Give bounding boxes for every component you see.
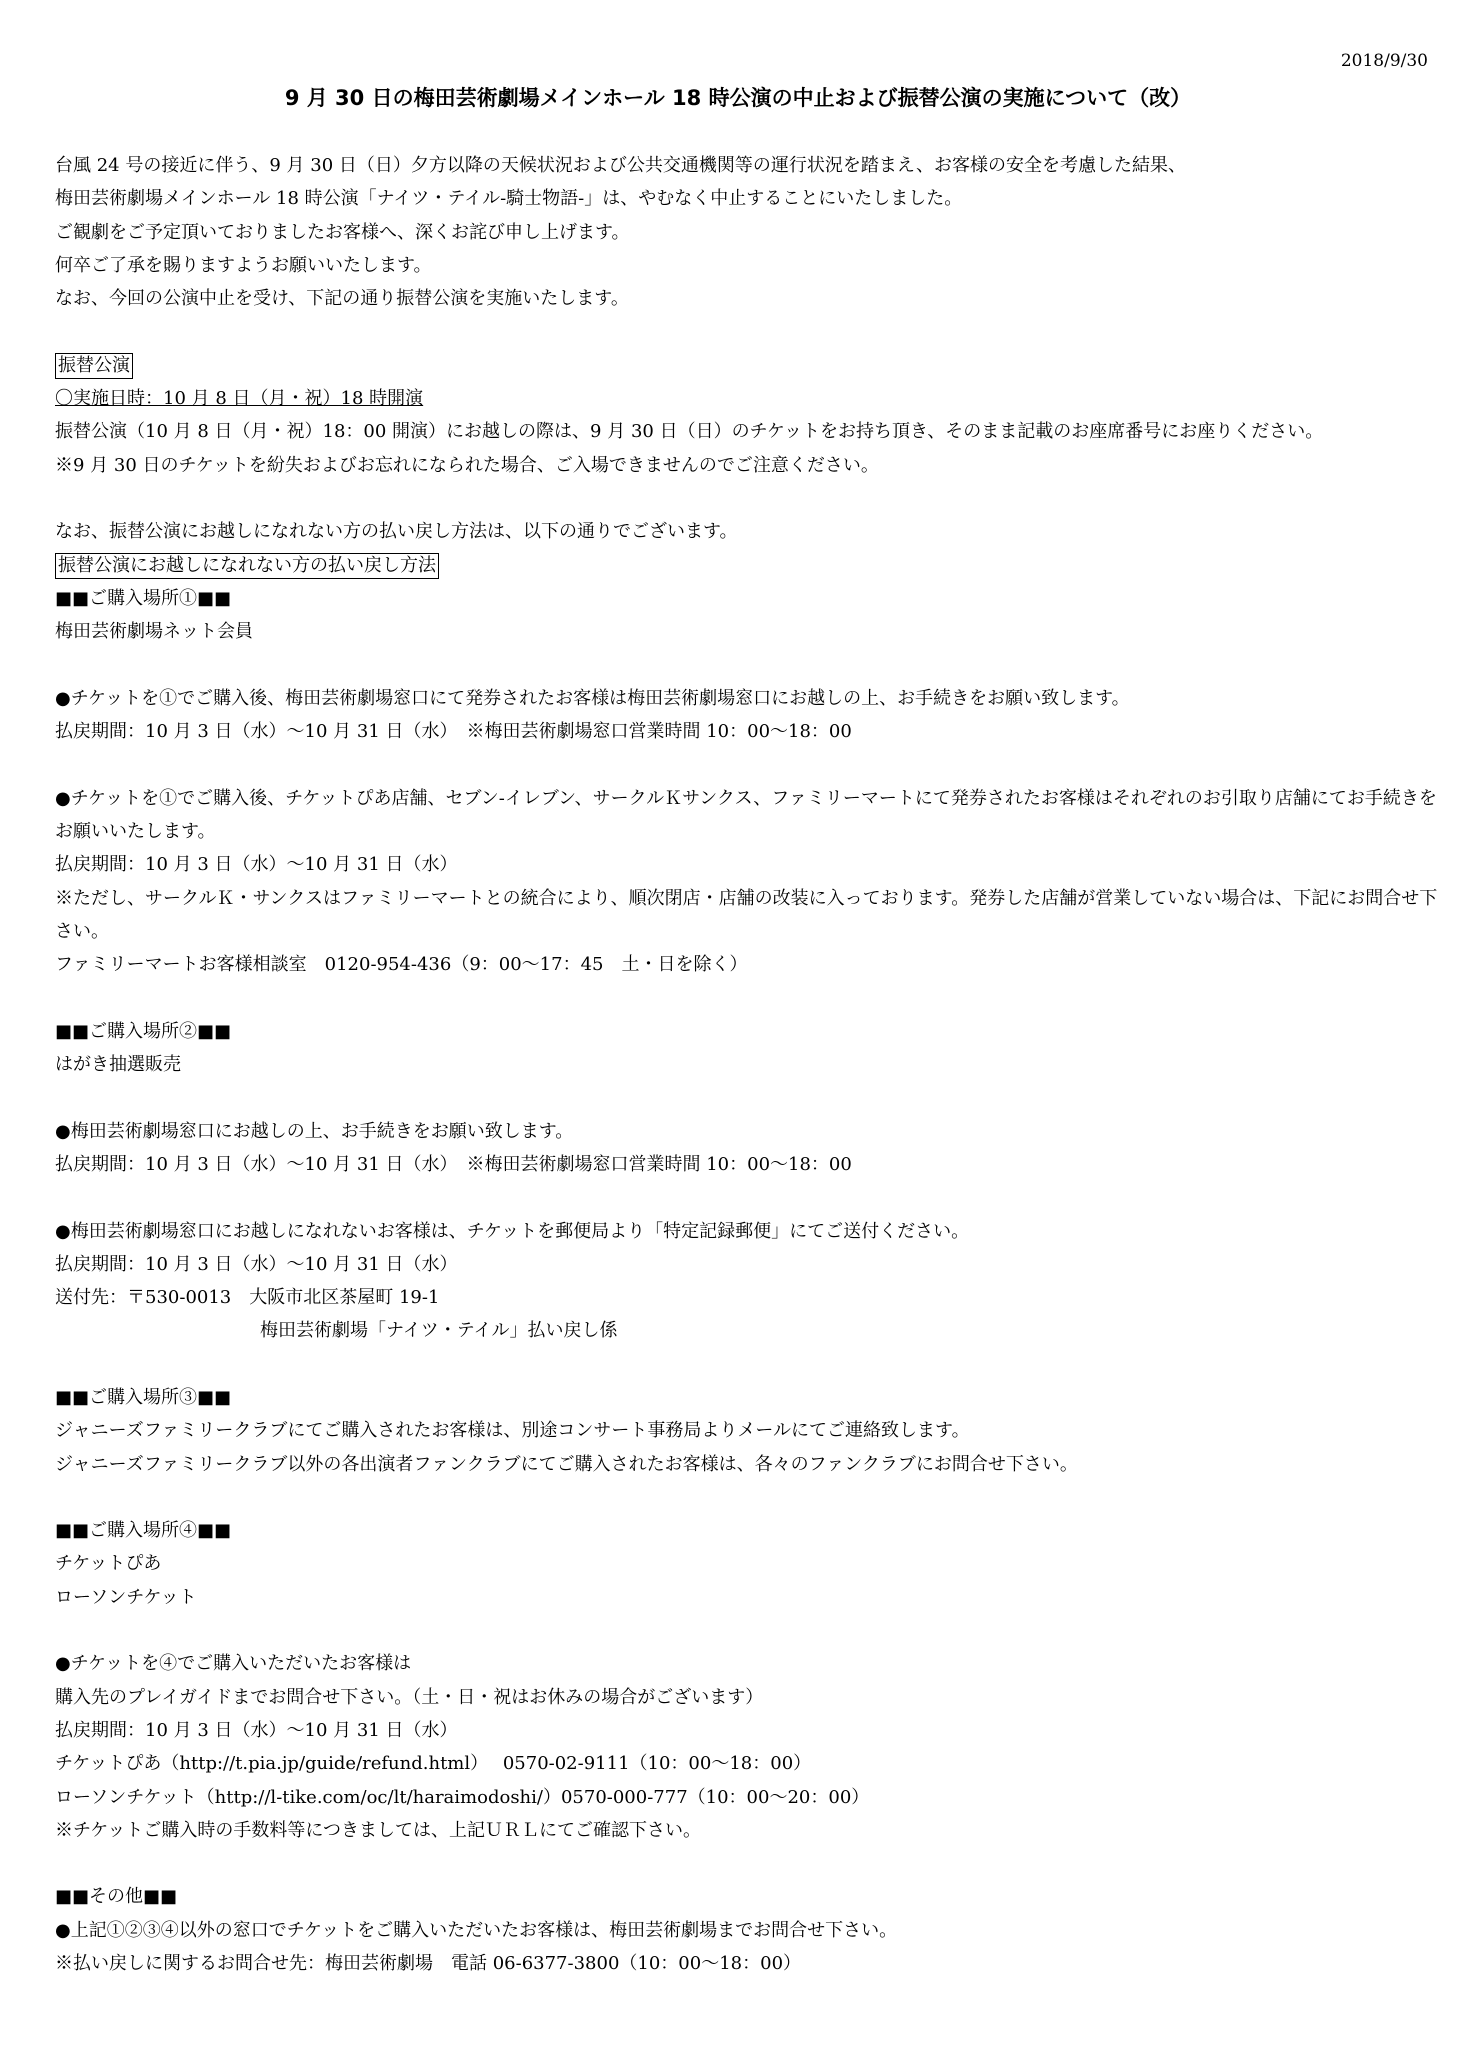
place2-name: はがき抽選販売 xyxy=(55,1054,181,1076)
refund-lead: なお、振替公演にお越しになれない方の払い戻し方法は、以下の通りでございます。 xyxy=(55,521,738,543)
place4-note: ※チケットご購入時の手数料等につきましては、上記ＵＲＬにてご確認下さい。 xyxy=(55,1819,702,1841)
place2-case1-period: 払戻期間：10 月 3 日（水）～10 月 31 日（水） ※梅田芸術劇場窓口営業時間 10：00～18：00 xyxy=(55,1153,852,1175)
place1-heading: ■■ご購入場所①■■ xyxy=(55,587,232,609)
intro-line: 何卒ご了承を賜りますようお願いいたします。 xyxy=(55,254,432,276)
place4-lawson-contact: ローソンチケット（http://l-tike.com/oc/lt/haraimodoshi/）0570-000-777（10：00～20：00） xyxy=(55,1786,870,1808)
place4-pia-contact: チケットぴあ（http://t.pia.jp/guide/refund.html） 0570-02-9111（10：00～18：00） xyxy=(55,1753,812,1775)
place1-case1-period: 払戻期間：10 月 3 日（水）～10 月 31 日（水） ※梅田芸術劇場窓口営業時間 10：00～18：00 xyxy=(55,721,852,743)
intro-line: ご観劇をご予定頂いておりましたお客様へ、深くお詫び申し上げます。 xyxy=(55,221,630,243)
place4-name: ローソンチケット xyxy=(55,1586,197,1608)
place2-address-recipient: 梅田芸術劇場「ナイツ・テイル」払い戻し係 xyxy=(260,1320,618,1342)
makeup-line: ※9 月 30 日のチケットを紛失およびお忘れになられた場合、ご入場できませんのでご注意ください。 xyxy=(55,454,879,476)
refund-heading: 振替公演にお越しになれない方の払い戻し方法 xyxy=(55,553,439,579)
notice-date: 2018/9/30 xyxy=(1340,51,1428,71)
place1-case2: ●チケットを①でご購入後、チケットぴあ店舗、セブン-イレブン、サークルＫサンクス、ファミリーマートにて発券されたお客様はそれぞれのお引取り店舗にてお手続きをお願いいたします。 xyxy=(55,787,1437,842)
place2-case2: ●梅田芸術劇場窓口にお越しになれないお客様は、チケットを郵便局より「特定記録郵便」にてご送付ください。 xyxy=(55,1220,970,1242)
place4-name: チケットぴあ xyxy=(55,1553,162,1575)
makeup-line: 振替公演（10 月 8 日（月・祝）18：00 開演）にお越しの際は、9 月 30 日（日）のチケットをお持ち頂き、そのまま記載のお座席番号にお座りください。 xyxy=(55,421,1324,443)
other-line: ●上記①②③④以外の窓口でチケットをご購入いただいたお客様は、梅田芸術劇場までお問合せ下さい。 xyxy=(55,1919,898,1941)
place3-heading: ■■ご購入場所③■■ xyxy=(55,1386,232,1408)
place2-address: 送付先：〒530-0013 大阪市北区茶屋町 19-1 xyxy=(55,1287,440,1309)
place4-case1: ●チケットを④でご購入いただいたお客様は xyxy=(55,1653,412,1675)
place1-case2-note: ※ただし、サークルＫ・サンクスはファミリーマートとの統合により、順次閉店・店舗の改装に入っております。発券した店舗が営業していない場合は、下記にお問合せ下さい。 xyxy=(55,887,1438,942)
place1-name: 梅田芸術劇場ネット会員 xyxy=(55,621,253,643)
intro-line: 梅田芸術劇場メインホール 18 時公演「ナイツ・テイル-騎士物語-」は、やむなく中止することにいたしました。 xyxy=(55,188,963,210)
place1-case2-contact: ファミリーマートお客様相談室 0120-954-436（9：00～17：45 土・日を除く） xyxy=(55,954,748,976)
place3-line: ジャニーズファミリークラブにてご購入されたお客様は、別途コンサート事務局よりメールにてご連絡致します。 xyxy=(55,1420,970,1442)
place2-case1: ●梅田芸術劇場窓口にお越しの上、お手続きをお願い致します。 xyxy=(55,1120,574,1142)
other-heading: ■■その他■■ xyxy=(55,1886,178,1908)
notice-title: 9 月 30 日の梅田芸術劇場メインホール 18 時公演の中止および振替公演の実施について（改） xyxy=(284,86,1192,110)
intro-line: なお、今回の公演中止を受け、下記の通り振替公演を実施いたします。 xyxy=(55,288,629,310)
notice-body xyxy=(55,149,1445,1980)
place4-case1-line2: 購入先のプレイガイドまでお問合せ下さい。（土・日・祝はお休みの場合がございます） xyxy=(55,1686,764,1708)
makeup-heading: 振替公演 xyxy=(55,353,133,379)
intro-line: 台風 24 号の接近に伴う、9 月 30 日（日）夕方以降の天候状況および公共交通機関等の運行状況を踏まえ、お客様の安全を考慮した結果、 xyxy=(55,155,1186,176)
other-contact: ※払い戻しに関するお問合せ先：梅田芸術劇場 電話 06-6377-3800（10：00～18：00） xyxy=(55,1953,802,1975)
place2-case2-period: 払戻期間：10 月 3 日（水）～10 月 31 日（水） xyxy=(55,1253,458,1275)
makeup-date: 〇実施日時：10 月 8 日（月・祝）18 時開演 xyxy=(55,388,424,410)
place2-heading: ■■ご購入場所②■■ xyxy=(55,1020,232,1042)
place1-case1: ●チケットを①でご購入後、梅田芸術劇場窓口にて発券されたお客様は梅田芸術劇場窓口にお越しの上、お手続きをお願い致します。 xyxy=(55,687,1130,709)
place4-period: 払戻期間：10 月 3 日（水）～10 月 31 日（水） xyxy=(55,1719,458,1741)
place1-case2-period: 払戻期間：10 月 3 日（水）～10 月 31 日（水） xyxy=(55,854,458,876)
place3-line: ジャニーズファミリークラブ以外の各出演者ファンクラブにてご購入されたお客様は、各々のファンクラブにお問合せ下さい。 xyxy=(55,1453,1078,1475)
place4-heading: ■■ご購入場所④■■ xyxy=(55,1520,232,1542)
